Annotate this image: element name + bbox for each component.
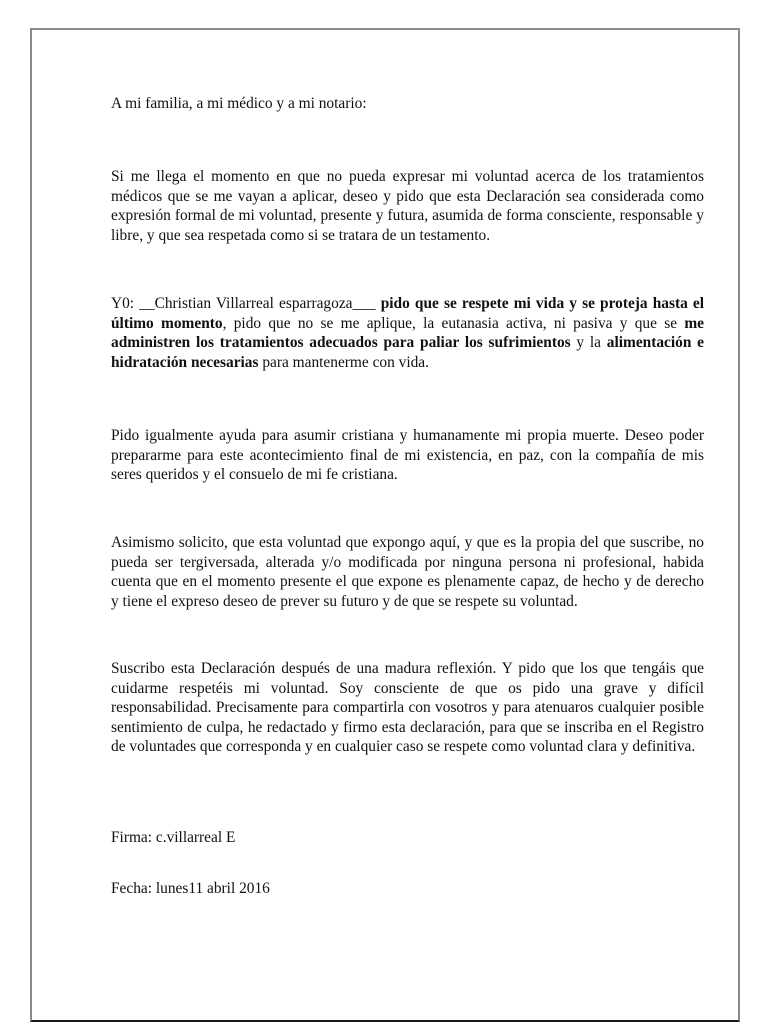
paragraph-will-integrity: Asimismo solicito, que esta voluntad que expongo aquí, y que es la propia del que suscribe, no pueda ser tergiversada, alterada y/o modificada por ninguna persona ni profesional, habida cuenta que en el momento presente el que expone es plenamente capaz, de hecho y de derecho y tiene el expreso deseo de prever su futuro y de que se respete su voluntad. xyxy=(111,534,704,610)
document-page xyxy=(30,28,740,1022)
date-line: Fecha: lunes11 abril 2016 xyxy=(111,880,270,897)
paragraph-subscription: Suscribo esta Declaración después de una madura reflexión. Y pido que los que tengáis que cuidarme respetéis mi voluntad. Soy consciente de que os pido una grave y difícil responsabilidad. Precisamente para compartirla con vosotros y para atenuaros cualquier posible sentimiento de culpa, he redactado y firmo esta declaración, para que se inscriba en el Registro de voluntades que corresponda y en cualquier caso se respete como voluntad clara y definitiva. xyxy=(111,660,704,756)
closing-text: para mantenerme con vida. xyxy=(258,353,429,371)
declarant-name-text: Y0: __Christian Villarreal esparragoza___ xyxy=(111,295,381,312)
signature-line: Firma: c.villarreal E xyxy=(111,829,236,846)
bold-nutrition: alimentación e hidratación necesarias xyxy=(111,334,704,371)
greeting-line: A mi familia, a mi médico y a mi notario: xyxy=(111,95,367,112)
bold-treatments: me administren los tratamientos adecuados para paliar los sufrimientos xyxy=(111,314,704,352)
connector-text: y la xyxy=(570,334,607,352)
paragraph-declarant-request xyxy=(111,294,704,372)
paragraph-christian-death: Pido igualmente ayuda para asumir cristiana y humanamente mi propia muerte. Deseo poder prepararme para este acontecimiento final de mi existencia, en paz, con la compañía de mis seres queridos y el consuelo de mi fe cristiana. xyxy=(111,427,704,484)
bold-respect-life: pido que se respete mi vida y se proteja hasta el último momento xyxy=(111,295,704,332)
paragraph-declaration-intro: Si me llega el momento en que no pueda expresar mi voluntad acerca de los tratamientos médicos que se me vayan a aplicar, deseo y pido que esta Declaración sea considerada como expresión formal de mi voluntad, presente y futura, asumida de forma consciente, responsable y libre, y que sea respetada como si se tratara de un testamento. xyxy=(111,168,704,244)
no-euthanasia-text: , pido que no se me aplique, la eutanasia activa, ni pasiva y que se xyxy=(222,314,685,332)
